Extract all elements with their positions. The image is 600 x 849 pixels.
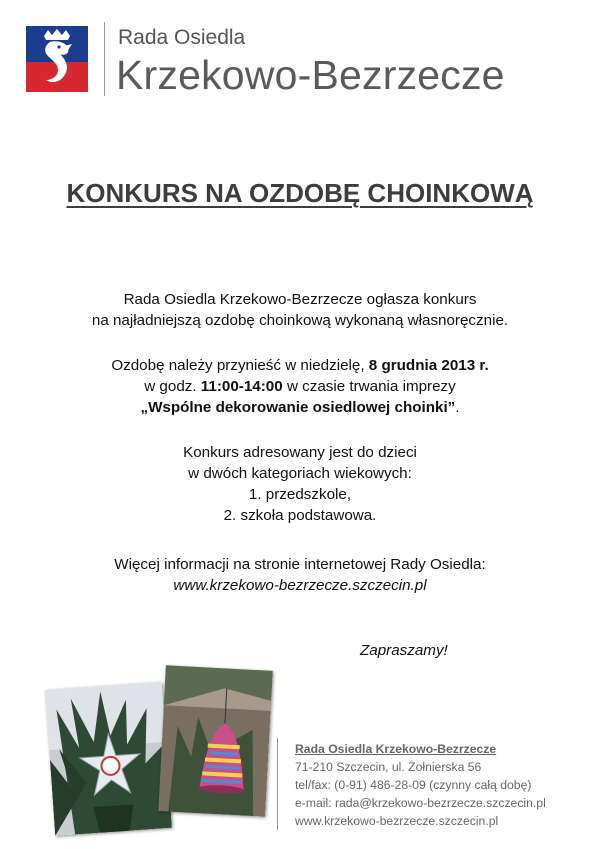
footer-contact	[295, 740, 546, 830]
event-name: „Wspólne dekorowanie osiedlowej choinki”	[140, 399, 456, 416]
time-line	[0, 376, 600, 397]
info-line: Więcej informacji na stronie internetowej Rady Osiedla:	[114, 556, 486, 573]
org-name-small: Rada Osiedla	[118, 26, 246, 49]
footer-website[interactable]: www.krzekowo-bezrzecze.szczecin.pl	[295, 814, 499, 828]
org-name-large: Krzekowo-Bezrzecze	[116, 52, 505, 98]
time-line-prefix: w godz.	[144, 378, 201, 395]
time-line-suffix: w czasie trwania imprezy	[282, 378, 456, 395]
footer-address: 71-210 Szczecin, ul. Żołnierska 56	[295, 760, 482, 774]
categories-line-1: Konkurs adresowany jest do dzieci	[183, 444, 417, 461]
event-name-line	[0, 397, 600, 418]
announcement-line-2: na najładniejszą ozdobę choinkową wykonaną własnoręcznie.	[91, 312, 509, 329]
event-time: 11:00-14:00	[200, 378, 283, 395]
date-line-prefix: Ozdobę należy przynieść w niedzielę,	[111, 357, 369, 374]
info-paragraph	[0, 554, 600, 596]
announcement-paragraph	[0, 289, 600, 331]
footer-org-name: Rada Osiedla Krzekowo-Bezrzecze	[295, 742, 497, 756]
szczecin-griffin-logo-icon	[26, 26, 88, 92]
header	[26, 22, 586, 102]
event-name-suffix: .	[455, 399, 460, 416]
date-paragraph	[0, 355, 600, 418]
categories-line-2: w dwóch kategoriach wiekowych:	[188, 465, 412, 482]
header-divider	[104, 22, 105, 96]
website-link[interactable]: www.krzekowo-bezrzecze.szczecin.pl	[173, 577, 427, 594]
christmas-tree-star-ornament-icon	[45, 682, 172, 836]
event-date: 8 grudnia 2013 r.	[368, 357, 489, 374]
photo-bell-ornament	[158, 665, 272, 816]
categories-paragraph	[0, 442, 600, 526]
date-line	[0, 355, 600, 376]
category-item-1: 1. przedszkole,	[248, 486, 352, 503]
invite-text: Zapraszamy!	[360, 642, 448, 659]
photo-star-ornament	[45, 682, 172, 836]
footer-phone: tel/fax: (0-91) 486-28-09 (czynny całą dobę)	[295, 778, 532, 792]
footer-email[interactable]: e-mail: rada@krzekowo-bezrzecze.szczecin.pl	[295, 796, 546, 810]
page-title: KONKURS NA OZDOBĘ CHOINKOWĄ	[66, 178, 534, 208]
announcement-line-1: Rada Osiedla Krzekowo-Bezrzecze ogłasza konkurs	[123, 291, 477, 308]
footer-divider	[277, 738, 278, 830]
hanging-bell-ornament-icon	[158, 665, 272, 816]
category-item-2: 2. szkoła podstawowa.	[223, 507, 377, 524]
